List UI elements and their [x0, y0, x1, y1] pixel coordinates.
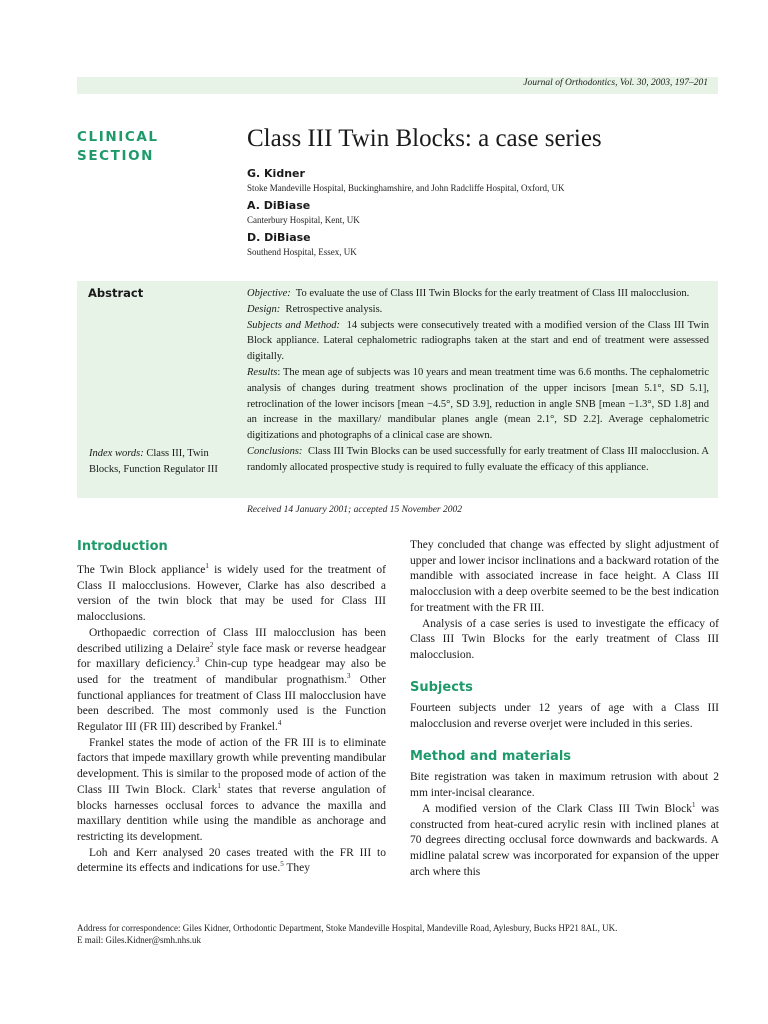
- subjects-paragraph: Fourteen subjects under 12 years of age with a Class III malocclusion and reverse overjet were included in this series.: [410, 702, 719, 731]
- methods-paragraph: Bite registration was taken in maximum retrusion with about 2 mm inter-incisal clearance.: [410, 771, 719, 800]
- correspondence-email: E mail: Giles.Kidner@smh.nhs.uk: [77, 935, 202, 945]
- methods-heading: Method and materials: [410, 748, 572, 764]
- results-text: : The mean age of subjects was 10 years and mean treatment time was 6.6 months. The cephalometric analysis of changes during treatment shows proclination of the upper incisors [mean 5.1°, SD 5.1], retroclination of the lower incisors [mean −4.5°, SD 3.9], reduction in angle SNB [mean −1.3°, SD 1.8] and an increase in the maxillary/ mandibular planes angle (mean 2.1°, SD 2.2]. Average cephalometric digitizations and photographs of a clinical case are shown.: [247, 366, 709, 442]
- objective-text: To evaluate the use of Class III Twin Blocks for the early treatment of Class III malocclusion.: [295, 288, 690, 299]
- intro-paragraph: Frankel states the mode of action of the FR III is to eliminate factors that impede maxillary growth while preventing mandibular development. This is similar to the proposed mode of action of the Class III Twin Block. Clark$^1$ states that reverse angulation of blocks harnesses occlusal forces to advance the maxilla and maxillary dentition while using the mandible as anchorage and restricting its development.: [77, 736, 386, 843]
- intro-paragraph-continuation: [410, 538, 719, 617]
- author-name: G. Kidner: [247, 167, 305, 180]
- reference-number: 4: [277, 719, 282, 728]
- abstract-heading: Abstract: [88, 286, 144, 300]
- design-text: Retrospective analysis.: [285, 303, 383, 315]
- intro-paragraph: The Twin Block appliance$^1$ is widely used for the treatment of Class II malocclusions. However, Clarke has also described a version of the twin block that may be used for Class III malocclusions.: [77, 562, 387, 624]
- received-dates: Received 14 January 2001; accepted 15 November 2002: [247, 505, 462, 515]
- abstract-box: [77, 281, 718, 498]
- index-words-label: Index words:: [89, 448, 144, 459]
- reference-number: 1: [205, 562, 209, 571]
- intro-paragraph: Orthopaedic correction of Class III malocclusion has been described utilizing a Delaire$^2$ style face mask or reverse headgear for maxillary deficiency.$^3$ Chin-cup type headgear may also be used for the treatment of mandibular prognathism.$^3$ Other functional appliances for treatment of Class III malocclusion have been described. The most commonly used is the Function Regulator III (FR III) described by Frankel.$^4$: [77, 626, 386, 734]
- reference-number: 3: [347, 672, 351, 681]
- journal-header-bar: [77, 77, 718, 94]
- abstract-results: [247, 365, 709, 444]
- introduction-heading: Introduction: [77, 539, 168, 554]
- methods-paragraph: A modified version of the Clark Class III Twin Block$^1$ was constructed from heat-cured acrylic resin with inclined planes at 70 degrees directing occlusal force downwards and backwards. A midline palatal screw was incorporated for expansion of the upper arch where this: [410, 801, 719, 878]
- reference-number: 1: [217, 782, 221, 791]
- reference-number: 2: [209, 640, 214, 649]
- objective-label: Objective:: [247, 288, 291, 299]
- author-affiliation: Stoke Mandeville Hospital, Buckinghamshire, and John Radcliffe Hospital, Oxford, UK: [247, 183, 565, 193]
- intro-paragraph: Analysis of a case series is used to investigate the efficacy of Class III Twin Blocks for the early treatment of Class III malocclusion.: [410, 617, 719, 661]
- subjects-heading: Subjects: [410, 679, 473, 695]
- author-name: A. DiBiase: [247, 199, 311, 212]
- author-name: D. DiBiase: [247, 231, 311, 244]
- reference-number: 3: [195, 656, 200, 665]
- abstract-design: [247, 302, 709, 318]
- abstract-conclusions: [247, 444, 709, 476]
- results-label: Results: [247, 366, 278, 378]
- section-label-line2: SECTION: [77, 148, 155, 164]
- section-label-line1: CLINICAL: [77, 129, 159, 145]
- right-column: [410, 538, 719, 880]
- correspondence-footer: [77, 922, 718, 946]
- abstract-body: [247, 286, 709, 476]
- reference-number: 1: [691, 801, 696, 810]
- index-words-text: Class III, Twin Blocks, Function Regulator III: [89, 448, 218, 475]
- index-words: [89, 446, 229, 478]
- conclusions-label: Conclusions:: [247, 445, 303, 457]
- subjects-label: Subjects and Method:: [247, 319, 340, 331]
- author-affiliation: Southend Hospital, Essex, UK: [247, 247, 357, 257]
- continuation-text: They concluded that change was effected by slight adjustment of upper and lower incisor inclinations and a backward rotation of the mandible with associated increase in face height. A Class III malocclusion with a deep overbite seemed to be the best indication for treatment with the FR III.: [410, 539, 719, 614]
- correspondence-address: Address for correspondence: Giles Kidner, Orthodontic Department, Stoke Mandeville Hospital, Mandeville Road, Aylesbury, Bucks HP21 8AL, UK.: [77, 923, 618, 933]
- intro-paragraph-continued: Loh and Kerr analysed 20 cases treated with the FR III to determine its effects and indications for use.$^5$ They: [77, 846, 386, 875]
- continuation-text: They: [286, 862, 311, 875]
- design-label: Design:: [247, 303, 281, 315]
- subjects-text: 14 subjects were consecutively treated with a modified version of the Class III Twin Block appliance. Lateral cephalometric radiographs taken at the start and end of treatment were assessed digitally.: [247, 319, 710, 363]
- author-affiliation: Canterbury Hospital, Kent, UK: [247, 215, 360, 225]
- article-title: Class III Twin Blocks: a case series: [247, 125, 602, 152]
- left-column: [77, 563, 386, 877]
- abstract-objective: [247, 286, 709, 302]
- conclusions-text: Class III Twin Blocks can be used successfully for early treatment of Class III malocclusion. A randomly allocated prospective study is required to fully evaluate the efficacy of this appliance.: [247, 445, 709, 473]
- section-label: [77, 128, 159, 166]
- abstract-subjects: [247, 318, 709, 365]
- journal-reference: Journal of Orthodontics, Vol. 30, 2003, 197–201: [523, 78, 708, 88]
- reference-number: 5: [280, 860, 284, 869]
